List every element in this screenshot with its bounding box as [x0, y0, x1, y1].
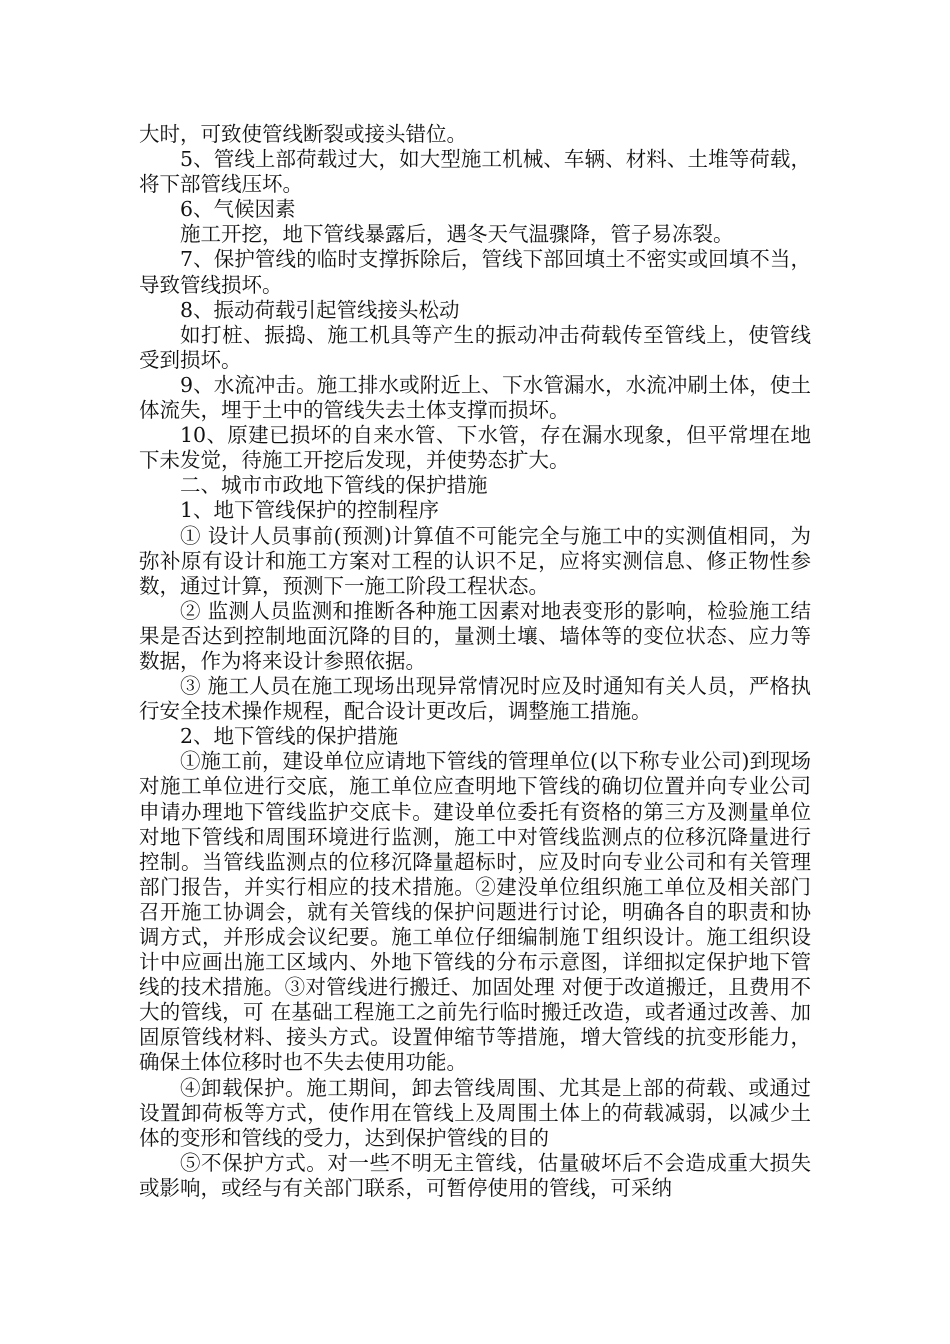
section-heading-2: 二、城市市政地下管线的保护措施 — [180, 473, 488, 498]
subsection-heading-2: 2、地下管线的保护措施 — [180, 724, 399, 749]
paragraph-measures: ①施工前，建设单位应请地下管线的管理单位(以下称专业公司)到现场对施工单位进行交底，施工单位应查明地下管线的确切位置并向专业公司申请办理地下管线监护交底卡。建设单位委托有资格的第三方及测量单位对地下管线和周围环境进行监测，施工中对管线监测点的位移沉降量进行控制。当管线监测点的位移沉降量超标时，应及时向专业公司和有关管理部门报告，并实行相应的技术措施。②建没单位组织施工单位及相关部门召开施工协调会，就有关管线的保护问题进行讨论，明确各自的职责和协调方式，并形成会议纪要。施工单位仔细编制施Ｔ组织设计。施工组织设计中应画出施工区域内、外地下管线的分布示意图，详细拟定保护地下管线的技术措施。③对管线进行搬迁、加固处理 对便于改道搬迁，且费用不大的管线，可 在基础工程施工之前先行临时搬迁改造，或者通过改善、加固原管线材料、接头方式。设置伸缩节等措施，增大管线的抗变形能力， 确保土体位移时也不失去使用功能。 — [139, 749, 811, 1075]
document-body — [139, 122, 811, 1201]
paragraph-item-10: 10、原建已损坏的自来水管、下水管，存在漏水现象，但平常埋在地下未发觉，待施工开挖后发现，并使势态扩大。 — [139, 423, 811, 473]
subsection-heading-1: 1、地下管线保护的控制程序 — [180, 498, 440, 523]
paragraph-circle-2: ② 监测人员监测和推断各种施工因素对地表变形的影响，检验施工结果是否达到控制地面沉降的目的，量测土壤、墙体等的变位状态、应力等数据，作为将来设计参照依据。 — [139, 598, 811, 673]
paragraph-continuation: 大时，可致使管线断裂或接头错位。 — [139, 122, 467, 146]
paragraph-circle-3: ③ 施工人员在施工现场出现异常情况时应及时通知有关人员，严格执行安全技术操作规程，配合设计更改后，调整施工措施。 — [139, 674, 811, 724]
paragraph-item-7: 7、保护管线的临时支撑拆除后，管线下部回填土不密实或回填不当，导致管线损坏。 — [139, 247, 811, 297]
paragraph-circle-5: ⑤不保护方式。对一些不明无主管线，估量破坏后不会造成重大损失或影响，或经与有关部门联系，可暂停使用的管线，可采纳 — [139, 1150, 811, 1200]
paragraph-circle-1: ① 设计人员事前(预测)计算值不可能完全与施工中的实测值相同，为弥补原有设计和施工方案对工程的认识不足，应将实测信息、修正物性参数，通过计算，预测下一施工阶段工程状态。 — [139, 523, 811, 598]
paragraph-item-9: 9、水流冲击。施工排水或附近上、下水管漏水，水流冲刷土体，使土体流失，埋于土中的管线失去土体支撑而损坏。 — [139, 372, 811, 423]
paragraph-item-8-heading: 8、振动荷载引起管线接头松动 — [180, 297, 460, 322]
paragraph-item-5: 5、管线上部荷载过大，如大型施工机械、车辆、材料、土堆等荷载，将下部管线压坏。 — [139, 147, 811, 197]
paragraph-circle-4: ④卸载保护。施工期间，卸去管线周围、尤其是上部的荷载、或通过设置卸荷板等方式，使作用在管线上及周围土体上的荷载减弱，以减少土体的变形和管线的受力，达到保护管线的目的 — [139, 1075, 811, 1150]
paragraph-item-6-heading: 6、气候因素 — [180, 197, 296, 222]
paragraph-item-6-body: 施工开挖，地下管线暴露后，遇冬天气温骤降，管子易冻裂。 — [180, 222, 734, 247]
paragraph-item-8-body: 如打桩、振捣、施工机具等产生的振动冲击荷载传至管线上，使管线受到损坏。 — [139, 322, 811, 372]
